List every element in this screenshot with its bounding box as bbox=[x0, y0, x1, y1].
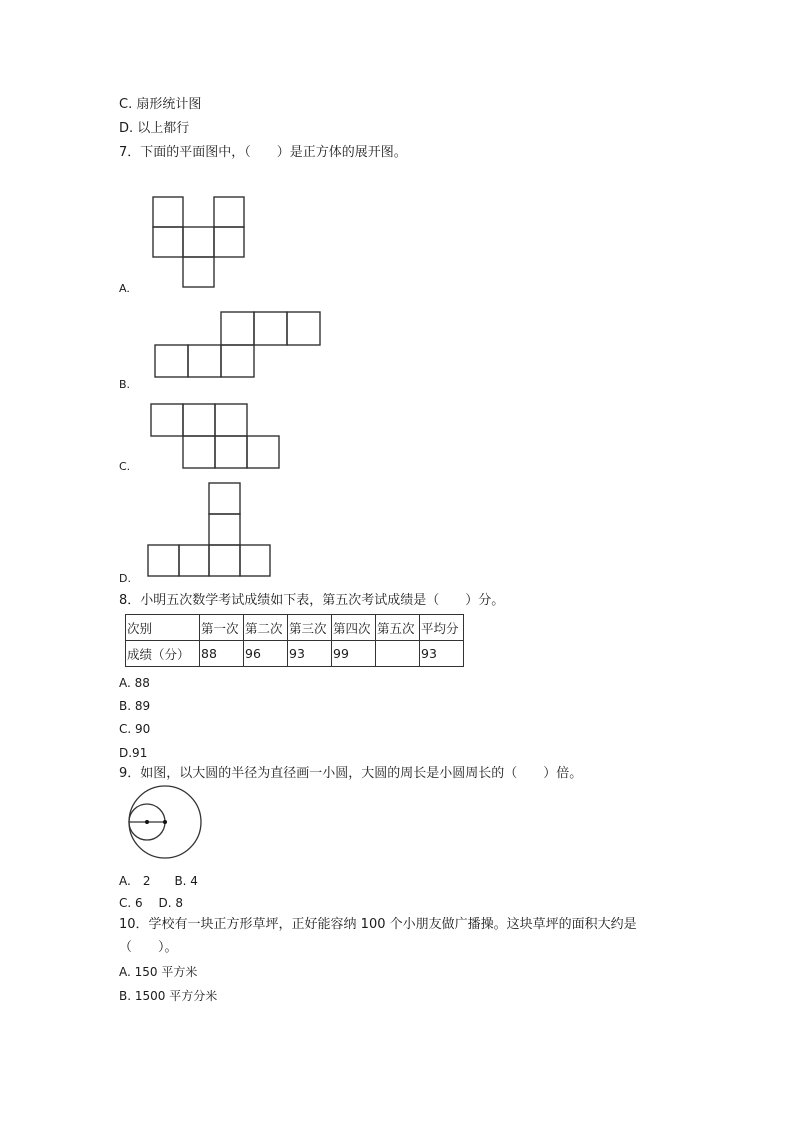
q8-score-table bbox=[125, 614, 464, 667]
table-header-cell: 第五次 bbox=[376, 615, 420, 641]
table-cell: 99 bbox=[332, 641, 376, 667]
table-header-cell: 第二次 bbox=[244, 615, 288, 641]
q8-option-c: C. 90 bbox=[119, 722, 151, 736]
table-cell: 93 bbox=[420, 641, 464, 667]
q7-label-a: A. bbox=[119, 282, 130, 295]
table-cell-blank bbox=[376, 641, 420, 667]
table-header-cell: 第一次 bbox=[200, 615, 244, 641]
table-header-cell: 次别 bbox=[126, 615, 200, 641]
table-row bbox=[126, 641, 464, 667]
q8-option-a: A. 88 bbox=[119, 676, 150, 690]
q7-label-b: B. bbox=[119, 378, 131, 391]
q7-label-d: D. bbox=[119, 572, 131, 585]
q8-question: 8．小明五次数学考试成绩如下表，第五次考试成绩是（ ）分。 bbox=[119, 593, 505, 608]
q7-net-b bbox=[153, 310, 323, 380]
q6-option-d: D. 以上都行 bbox=[119, 121, 190, 136]
q9-options-line1: A. 2 B. 4 bbox=[119, 874, 198, 888]
q10-question-cont: （ ）。 bbox=[119, 940, 178, 955]
q7-net-d bbox=[146, 481, 274, 579]
q9-question: 9．如图，以大圆的半径为直径画一小圆，大圆的周长是小圆周长的（ ）倍。 bbox=[119, 766, 583, 781]
table-cell: 96 bbox=[244, 641, 288, 667]
q8-option-b: B. 89 bbox=[119, 699, 151, 713]
table-cell: 成绩（分） bbox=[126, 641, 200, 667]
q8-option-d: D.91 bbox=[119, 746, 148, 760]
q9-circle-figure bbox=[126, 787, 206, 863]
table-header-cell: 平均分 bbox=[420, 615, 464, 641]
table-header-row bbox=[126, 615, 464, 641]
table-cell: 93 bbox=[288, 641, 332, 667]
q10-option-b: B. 1500 平方分米 bbox=[119, 989, 218, 1003]
q10-question: 10．学校有一块正方形草坪，正好能容纳 100 个小朋友做广播操。这块草坪的面积大约是 bbox=[119, 917, 637, 932]
table-cell: 88 bbox=[200, 641, 244, 667]
q7-question: 7．下面的平面图中，（ ）是正方体的展开图。 bbox=[119, 145, 407, 160]
q7-label-c: C. bbox=[119, 460, 131, 473]
table-header-cell: 第三次 bbox=[288, 615, 332, 641]
q10-option-a: A. 150 平方米 bbox=[119, 965, 198, 979]
q7-net-a bbox=[150, 194, 246, 290]
q6-option-c: C. 扇形统计图 bbox=[119, 97, 202, 112]
q9-options-line2: C. 6 D. 8 bbox=[119, 896, 183, 910]
q7-net-c bbox=[149, 402, 283, 470]
table-header-cell: 第四次 bbox=[332, 615, 376, 641]
